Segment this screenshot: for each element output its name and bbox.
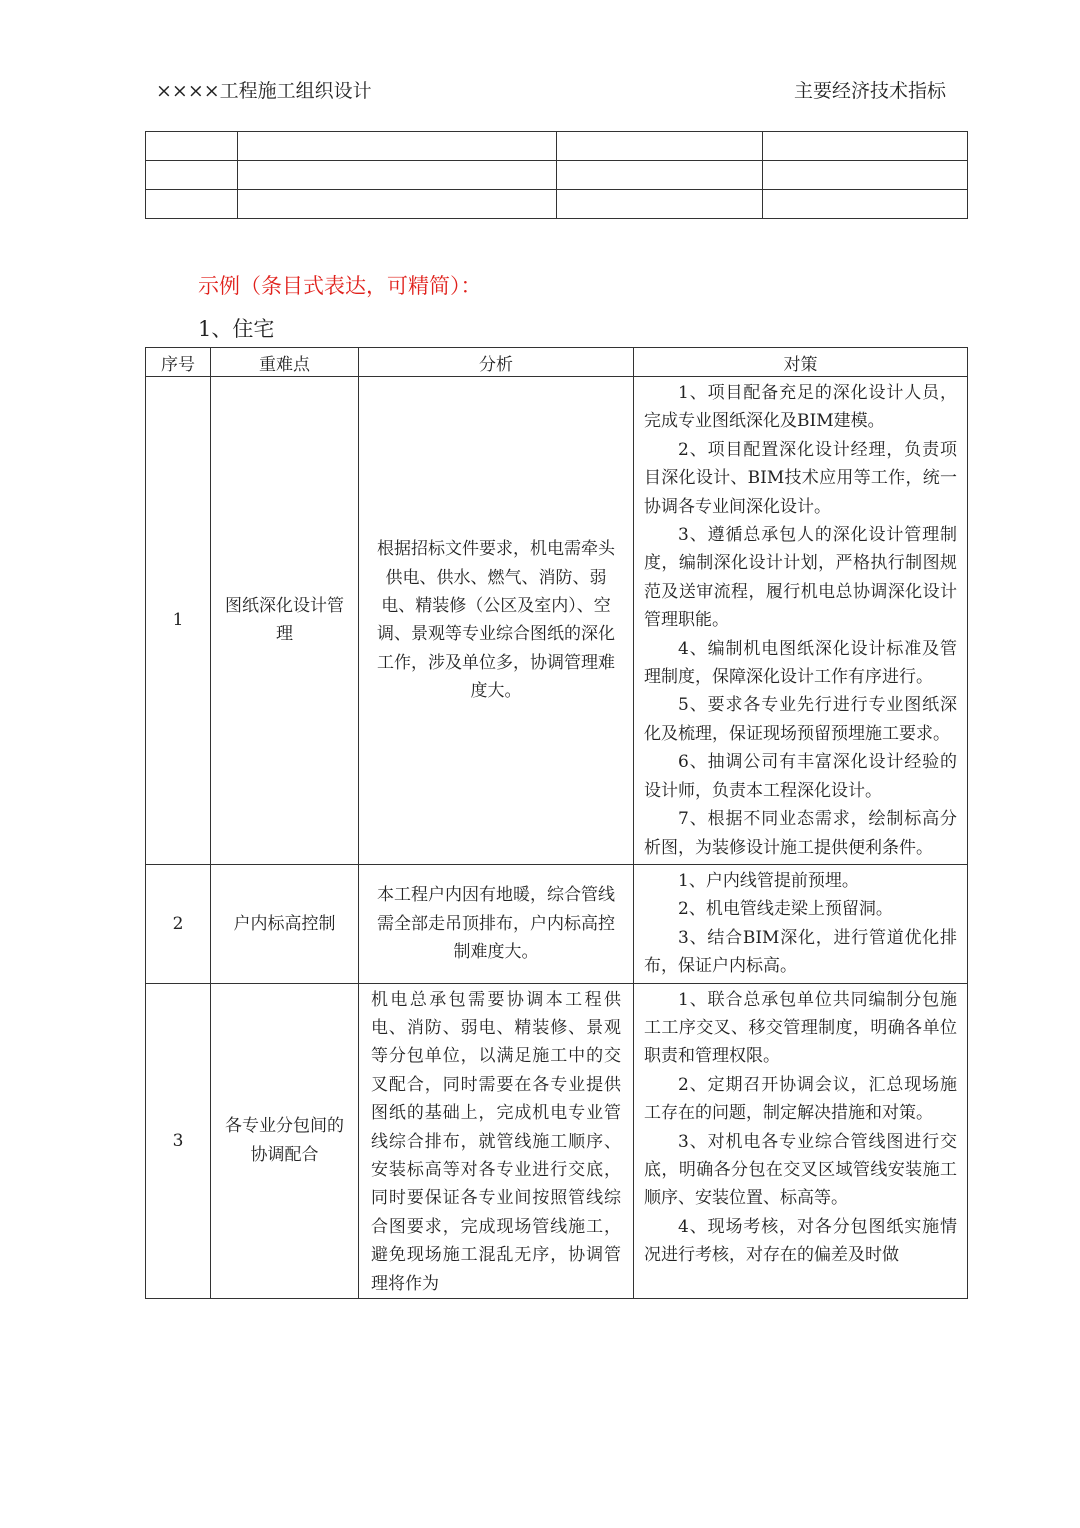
- example-note: 示例（条目式表达，可精简）：: [198, 274, 482, 298]
- header-no: 序号: [146, 348, 211, 377]
- strategy-item: 5、要求各专业先行进行专业图纸深化及梳理，保证现场预留预埋施工要求。: [644, 695, 957, 744]
- header-analysis: 分析: [359, 348, 634, 377]
- row-strategies: [634, 864, 968, 983]
- strategy-item: 1、项目配备充足的深化设计人员，完成专业图纸深化及BIM建模。: [644, 383, 957, 432]
- row-key-point: 户内标高控制: [211, 864, 359, 983]
- row-number: 3: [146, 983, 211, 1298]
- row-number: 2: [146, 864, 211, 983]
- table-row: [146, 983, 968, 1298]
- table-row: [146, 377, 968, 865]
- row-key-point: 图纸深化设计管理: [211, 377, 359, 865]
- strategy-item: 3、对机电各专业综合管线图进行交底，明确各分包在交叉区域管线安装施工顺序、安装位置、标高等。: [644, 1131, 957, 1209]
- row-analysis: 本工程户内因有地暖，综合管线需全部走吊顶排布，户内标高控制难度大。: [359, 864, 634, 983]
- difficulty-table: [145, 347, 968, 1299]
- row-analysis: 根据招标文件要求，机电需牵头供电、供水、燃气、消防、弱电、精装修（公区及室内）、空调、景观等专业综合图纸的深化工作，涉及单位多，协调管理难度大。: [359, 377, 634, 865]
- strategy-item: 6、抽调公司有丰富深化设计经验的设计师，负责本工程深化设计。: [644, 752, 957, 801]
- strategy-item: 2、项目配置深化设计经理，负责项目深化设计、BIM技术应用等工作，统一协调各专业间深化设计。: [644, 439, 957, 517]
- header-strategy: 对策: [634, 348, 968, 377]
- row-key-point: 各专业分包间的协调配合: [211, 983, 359, 1298]
- row-number: 1: [146, 377, 211, 865]
- table-header-row: [146, 348, 968, 377]
- table-row: [146, 132, 968, 161]
- document-title: ××××工程施工组织设计: [156, 80, 372, 102]
- section-title: 1、住宅: [198, 317, 275, 341]
- header-key: 重难点: [211, 348, 359, 377]
- strategy-item: 4、现场考核，对各分包图纸实施情况进行考核，对存在的偏差及时做: [644, 1216, 957, 1266]
- strategy-item: 4、编制机电图纸深化设计标准及管理制度，保障深化设计工作有序进行。: [644, 638, 957, 688]
- strategy-item: 3、遵循总承包人的深化设计管理制度，编制深化设计计划，严格执行制图规范及送审流程，履行机电总协调深化设计管理职能。: [644, 525, 957, 631]
- strategy-item: 1、户内线管提前预埋。: [678, 870, 859, 891]
- strategy-item: 2、定期召开协调会议，汇总现场施工存在的问题，制定解决措施和对策。: [644, 1074, 957, 1124]
- page-header: [156, 76, 946, 106]
- table-row: [146, 190, 968, 219]
- strategy-item: 2、机电管线走梁上预留洞。: [678, 899, 893, 920]
- table-row: [146, 161, 968, 190]
- row-strategies: [634, 983, 968, 1298]
- strategy-item: 3、结合BIM深化，进行管道优化排布，保证户内标高。: [644, 927, 957, 977]
- section-name: 主要经济技术指标: [793, 80, 946, 102]
- table-row: [146, 864, 968, 983]
- row-analysis: 机电总承包需要协调本工程供电、消防、弱电、精装修、景观等分包单位，以满足施工中的交叉配合，同时需要在各专业提供图纸的基础上，完成机电专业管线综合排布，就管线施工顺序、安装标高等对各专业进行交底，同时要保证各专业间按照管线综合图要求，完成现场管线施工，避免现场施工混乱无序，协调管理将作为: [359, 983, 634, 1298]
- blank-table: [145, 131, 968, 219]
- strategy-item: 1、联合总承包单位共同编制分包施工工序交叉、移交管理制度，明确各单位职责和管理权限。: [644, 989, 957, 1067]
- strategy-item: 7、根据不同业态需求，绘制标高分析图，为装修设计施工提供便利条件。: [644, 809, 957, 858]
- row-strategies: [634, 377, 968, 865]
